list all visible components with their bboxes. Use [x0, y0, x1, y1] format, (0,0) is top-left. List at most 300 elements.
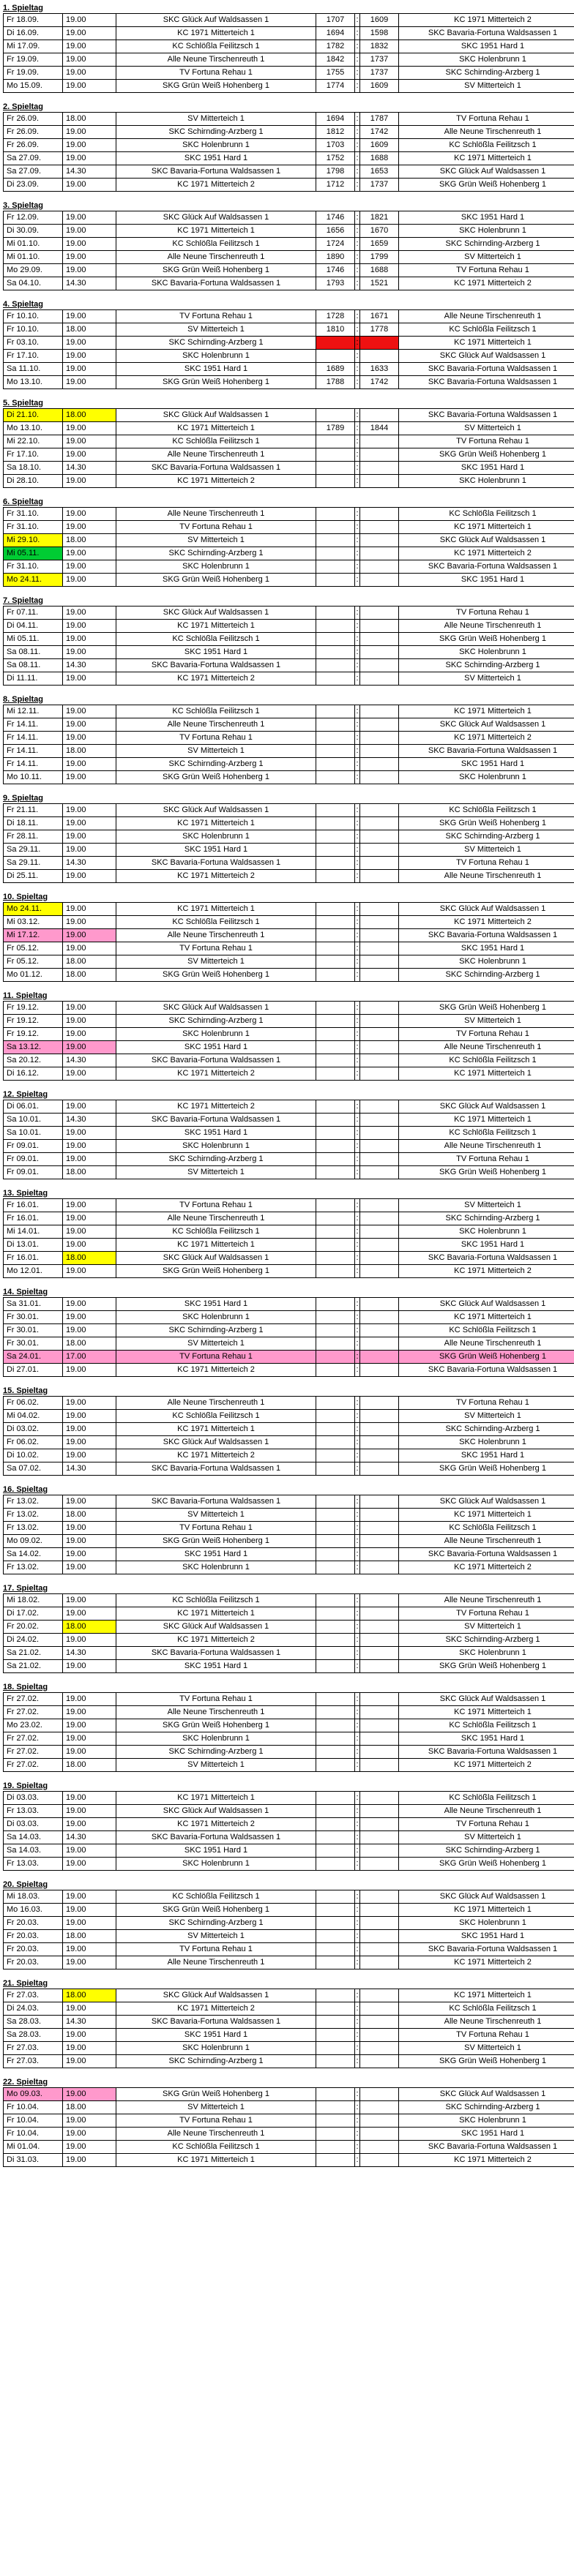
spieltag-table [3, 803, 574, 883]
score-separator: : [355, 1890, 360, 1904]
spieltag-block [3, 596, 571, 686]
match-time: 19.00 [63, 2154, 116, 2167]
table-row [4, 277, 574, 290]
home-team: SKC Schirnding-Arzberg 1 [116, 337, 316, 350]
match-time: 19.00 [63, 448, 116, 462]
away-team: KC 1971 Mitterteich 1 [399, 1311, 574, 1324]
home-score [316, 969, 355, 982]
away-score [360, 1324, 399, 1337]
home-score [316, 1732, 355, 1746]
away-score: 1737 [360, 67, 399, 80]
match-time: 19.00 [63, 870, 116, 883]
away-score [360, 929, 399, 942]
home-team: SKC Schirnding-Arzberg 1 [116, 1153, 316, 1166]
home-score: 1656 [316, 225, 355, 238]
home-team: SKC 1951 Hard 1 [116, 1298, 316, 1311]
away-score [360, 350, 399, 363]
score-separator: : [355, 969, 360, 982]
match-time: 19.00 [63, 620, 116, 633]
spieltag-title: 18. Spieltag [3, 1683, 48, 1691]
away-score [360, 830, 399, 844]
away-team: KC 1971 Mitterteich 2 [399, 277, 574, 290]
home-score [316, 2154, 355, 2167]
away-team: KC Schlößla Feilitzsch 1 [399, 323, 574, 337]
table-row [4, 672, 574, 686]
match-date: Sa 20.12. [4, 1054, 63, 1067]
match-date: Di 25.11. [4, 870, 63, 883]
spieltag-table [3, 211, 574, 290]
match-date: Fr 10.10. [4, 310, 63, 323]
score-separator: : [355, 2042, 360, 2055]
match-time: 19.00 [63, 1212, 116, 1225]
score-separator: : [355, 1462, 360, 1476]
home-score [316, 672, 355, 686]
match-date: Fr 28.11. [4, 830, 63, 844]
away-score [360, 1930, 399, 1943]
match-time: 19.00 [63, 1805, 116, 1818]
away-team: TV Fortuna Rehau 1 [399, 264, 574, 277]
table-row [4, 475, 574, 488]
spieltag-table [3, 408, 574, 488]
match-time: 19.00 [63, 817, 116, 830]
home-team: SKC Holenbrunn 1 [116, 1561, 316, 1574]
home-score [316, 462, 355, 475]
spieltag-title: 6. Spieltag [3, 497, 44, 506]
home-score [316, 1199, 355, 1212]
home-team: KC 1971 Mitterteich 2 [116, 1818, 316, 1831]
match-time: 19.00 [63, 1594, 116, 1607]
match-time: 19.00 [63, 350, 116, 363]
spieltag-table [3, 1791, 574, 1871]
home-team: KC Schlößla Feilitzsch 1 [116, 633, 316, 646]
table-row [4, 745, 574, 758]
away-team: SKC Bavaria-Fortuna Waldsassen 1 [399, 27, 574, 40]
score-separator: : [355, 916, 360, 929]
away-team: KC 1971 Mitterteich 2 [399, 1265, 574, 1278]
home-score: 1842 [316, 53, 355, 67]
score-separator: : [355, 2101, 360, 2114]
home-score [316, 929, 355, 942]
score-separator: : [355, 376, 360, 389]
home-team: SV Mitterteich 1 [116, 534, 316, 547]
match-date: Fr 26.09. [4, 126, 63, 139]
score-separator: : [355, 955, 360, 969]
match-date: Fr 18.09. [4, 14, 63, 27]
away-score [360, 969, 399, 982]
score-separator: : [355, 1054, 360, 1067]
score-separator: : [355, 53, 360, 67]
table-row [4, 1364, 574, 1377]
home-score: 1752 [316, 152, 355, 165]
table-row [4, 718, 574, 732]
home-team: KC Schlößla Feilitzsch 1 [116, 916, 316, 929]
away-score [360, 1041, 399, 1054]
table-row [4, 574, 574, 587]
match-date: Sa 21.02. [4, 1660, 63, 1673]
away-team: SKC 1951 Hard 1 [399, 211, 574, 225]
away-team: KC 1971 Mitterteich 2 [399, 1759, 574, 1772]
match-date: Di 23.09. [4, 179, 63, 192]
table-row [4, 1423, 574, 1436]
match-date: Di 03.03. [4, 1818, 63, 1831]
away-score [360, 955, 399, 969]
match-time: 19.00 [63, 2055, 116, 2068]
match-time: 19.00 [63, 310, 116, 323]
table-row [4, 211, 574, 225]
away-score [360, 1311, 399, 1324]
home-score [316, 718, 355, 732]
away-team: SKC Schirnding-Arzberg 1 [399, 1634, 574, 1647]
match-date: Mi 22.10. [4, 435, 63, 448]
table-row [4, 1015, 574, 1028]
match-time: 18.00 [63, 1252, 116, 1265]
away-score [360, 1462, 399, 1476]
away-team: Alle Neune Tirschenreuth 1 [399, 1337, 574, 1351]
match-date: Sa 31.01. [4, 1298, 63, 1311]
score-separator: : [355, 659, 360, 672]
home-score [316, 758, 355, 771]
home-team: Alle Neune Tirschenreuth 1 [116, 1397, 316, 1410]
spieltag-block [3, 1386, 571, 1476]
spieltag-table [3, 1692, 574, 1772]
away-team: SKC Glück Auf Waldsassen 1 [399, 903, 574, 916]
away-team: SKC Holenbrunn 1 [399, 1225, 574, 1239]
match-time: 19.00 [63, 225, 116, 238]
match-time: 19.00 [63, 1015, 116, 1028]
match-date: Fr 16.01. [4, 1212, 63, 1225]
home-team: SKC Glück Auf Waldsassen 1 [116, 409, 316, 422]
table-row [4, 1324, 574, 1337]
table-row [4, 534, 574, 547]
home-score [316, 646, 355, 659]
spieltag-table [3, 13, 574, 93]
match-time: 19.00 [63, 53, 116, 67]
away-team: SKC Glück Auf Waldsassen 1 [399, 1298, 574, 1311]
away-score: 1821 [360, 211, 399, 225]
match-date: Fr 20.03. [4, 1943, 63, 1956]
away-team: SKC 1951 Hard 1 [399, 40, 574, 53]
away-team: Alle Neune Tirschenreuth 1 [399, 2016, 574, 2029]
match-date: Di 16.12. [4, 1067, 63, 1081]
match-time: 19.00 [63, 67, 116, 80]
score-separator: : [355, 521, 360, 534]
home-team: Alle Neune Tirschenreuth 1 [116, 448, 316, 462]
match-time: 18.00 [63, 2101, 116, 2114]
match-time: 19.00 [63, 903, 116, 916]
away-team: KC 1971 Mitterteich 1 [399, 705, 574, 718]
score-separator: : [355, 732, 360, 745]
table-row [4, 1041, 574, 1054]
home-score [316, 1252, 355, 1265]
table-row [4, 1535, 574, 1548]
home-score: 1789 [316, 422, 355, 435]
home-score [316, 1548, 355, 1561]
away-score [360, 1364, 399, 1377]
home-team: SKC Schirnding-Arzberg 1 [116, 1746, 316, 1759]
home-score: 1724 [316, 238, 355, 251]
away-score: 1609 [360, 139, 399, 152]
away-team: SKC Glück Auf Waldsassen 1 [399, 534, 574, 547]
home-team: TV Fortuna Rehau 1 [116, 942, 316, 955]
table-row [4, 1621, 574, 1634]
table-row [4, 969, 574, 982]
away-score [360, 475, 399, 488]
table-row [4, 1732, 574, 1746]
match-date: Fr 16.01. [4, 1252, 63, 1265]
away-score [360, 1989, 399, 2002]
away-team: TV Fortuna Rehau 1 [399, 1028, 574, 1041]
score-separator: : [355, 1225, 360, 1239]
home-team: SKG Grün Weiß Hohenberg 1 [116, 1265, 316, 1278]
home-score: 1774 [316, 80, 355, 93]
away-score [360, 1495, 399, 1509]
match-time: 19.00 [63, 607, 116, 620]
home-team: TV Fortuna Rehau 1 [116, 67, 316, 80]
table-row [4, 1693, 574, 1706]
away-team: KC 1971 Mitterteich 2 [399, 732, 574, 745]
match-date: Fr 31.10. [4, 521, 63, 534]
score-separator: : [355, 1166, 360, 1179]
home-team: SV Mitterteich 1 [116, 1337, 316, 1351]
away-score [360, 1759, 399, 1772]
home-score [316, 745, 355, 758]
match-time: 14.30 [63, 659, 116, 672]
away-team: SKC 1951 Hard 1 [399, 1732, 574, 1746]
match-time: 19.00 [63, 1002, 116, 1015]
away-team: KC 1971 Mitterteich 2 [399, 916, 574, 929]
home-score [316, 1127, 355, 1140]
match-time: 19.00 [63, 916, 116, 929]
match-time: 14.30 [63, 1054, 116, 1067]
match-time: 19.00 [63, 574, 116, 587]
table-row [4, 1002, 574, 1015]
home-team: SKG Grün Weiß Hohenberg 1 [116, 771, 316, 784]
away-score [360, 1166, 399, 1179]
home-team: KC 1971 Mitterteich 2 [116, 179, 316, 192]
home-team: KC Schlößla Feilitzsch 1 [116, 705, 316, 718]
score-separator: : [355, 1561, 360, 1574]
match-date: Di 24.03. [4, 2002, 63, 2016]
home-team: SV Mitterteich 1 [116, 745, 316, 758]
match-date: Mi 29.10. [4, 534, 63, 547]
score-separator: : [355, 1647, 360, 1660]
away-score [360, 916, 399, 929]
match-time: 19.00 [63, 521, 116, 534]
away-score [360, 462, 399, 475]
away-team: SKG Grün Weiß Hohenberg 1 [399, 1002, 574, 1015]
home-team: SKC 1951 Hard 1 [116, 1548, 316, 1561]
score-separator: : [355, 1298, 360, 1311]
home-score: 1746 [316, 264, 355, 277]
away-score [360, 1956, 399, 1969]
score-separator: : [355, 1660, 360, 1673]
match-date: Di 03.03. [4, 1792, 63, 1805]
away-team: SKC Schirnding-Arzberg 1 [399, 1844, 574, 1858]
match-time: 18.00 [63, 409, 116, 422]
away-score [360, 1127, 399, 1140]
home-score [316, 804, 355, 817]
match-time: 19.00 [63, 633, 116, 646]
score-separator: : [355, 1495, 360, 1509]
home-score [316, 705, 355, 718]
spieltag-table [3, 1890, 574, 1969]
match-time: 19.00 [63, 1548, 116, 1561]
away-team: SKC Bavaria-Fortuna Waldsassen 1 [399, 745, 574, 758]
away-score [360, 620, 399, 633]
score-separator: : [355, 817, 360, 830]
match-time: 19.00 [63, 1364, 116, 1377]
away-team: SKC 1951 Hard 1 [399, 1449, 574, 1462]
home-score [316, 475, 355, 488]
match-time: 14.30 [63, 462, 116, 475]
home-score [316, 1397, 355, 1410]
match-date: Fr 09.01. [4, 1153, 63, 1166]
match-time: 19.00 [63, 435, 116, 448]
away-score: 1670 [360, 225, 399, 238]
score-separator: : [355, 1858, 360, 1871]
away-score [360, 633, 399, 646]
home-score [316, 2055, 355, 2068]
score-separator: : [355, 2114, 360, 2128]
table-row [4, 53, 574, 67]
match-time: 19.00 [63, 1956, 116, 1969]
match-date: Fr 13.02. [4, 1495, 63, 1509]
spieltag-block [3, 991, 571, 1081]
home-team: KC 1971 Mitterteich 1 [116, 1607, 316, 1621]
away-score [360, 1397, 399, 1410]
match-time: 19.00 [63, 830, 116, 844]
away-team: Alle Neune Tirschenreuth 1 [399, 620, 574, 633]
away-team: SKG Grün Weiß Hohenberg 1 [399, 817, 574, 830]
spieltag-block [3, 1484, 571, 1574]
table-row [4, 1337, 574, 1351]
score-separator: : [355, 758, 360, 771]
away-team: TV Fortuna Rehau 1 [399, 1397, 574, 1410]
match-time: 18.00 [63, 323, 116, 337]
home-score [316, 1647, 355, 1660]
table-row [4, 1930, 574, 1943]
match-time: 19.00 [63, 844, 116, 857]
home-team: SKC Bavaria-Fortuna Waldsassen 1 [116, 277, 316, 290]
away-score [360, 1607, 399, 1621]
away-score [360, 1423, 399, 1436]
match-date: Fr 06.02. [4, 1436, 63, 1449]
table-row [4, 350, 574, 363]
home-score [316, 521, 355, 534]
match-time: 14.30 [63, 1647, 116, 1660]
home-team: KC Schlößla Feilitzsch 1 [116, 1410, 316, 1423]
away-score [360, 1535, 399, 1548]
away-score [360, 1732, 399, 1746]
match-date: Fr 14.11. [4, 732, 63, 745]
home-score [316, 1509, 355, 1522]
score-separator: : [355, 2016, 360, 2029]
away-team: Alle Neune Tirschenreuth 1 [399, 1041, 574, 1054]
away-score [360, 2114, 399, 2128]
home-score: 1812 [316, 126, 355, 139]
match-time: 19.00 [63, 1127, 116, 1140]
match-time: 19.00 [63, 1239, 116, 1252]
away-team: SKC Bavaria-Fortuna Waldsassen 1 [399, 1746, 574, 1759]
match-date: Fr 27.02. [4, 1693, 63, 1706]
spieltag-table [3, 112, 574, 192]
match-date: Fr 05.12. [4, 942, 63, 955]
home-score: 1694 [316, 27, 355, 40]
score-separator: : [355, 475, 360, 488]
away-team: SKC Holenbrunn 1 [399, 771, 574, 784]
table-row [4, 113, 574, 126]
away-score [360, 1647, 399, 1660]
away-team: TV Fortuna Rehau 1 [399, 1153, 574, 1166]
away-team: SKC Glück Auf Waldsassen 1 [399, 1100, 574, 1114]
match-date: Fr 10.10. [4, 323, 63, 337]
match-date: Mi 17.12. [4, 929, 63, 942]
match-date: Fr 10.04. [4, 2128, 63, 2141]
match-date: Mo 23.02. [4, 1719, 63, 1732]
away-score [360, 1252, 399, 1265]
spieltag-block [3, 1880, 571, 1969]
match-date: Di 06.01. [4, 1100, 63, 1114]
table-row [4, 1239, 574, 1252]
score-separator: : [355, 126, 360, 139]
home-score [316, 1858, 355, 1871]
home-score [316, 574, 355, 587]
match-date: Sa 07.02. [4, 1462, 63, 1476]
home-score [316, 1792, 355, 1805]
away-team: TV Fortuna Rehau 1 [399, 1607, 574, 1621]
away-team: KC 1971 Mitterteich 1 [399, 1989, 574, 2002]
away-score [360, 1298, 399, 1311]
table-row [4, 376, 574, 389]
table-row [4, 337, 574, 350]
table-row [4, 40, 574, 53]
table-row [4, 817, 574, 830]
table-row [4, 1647, 574, 1660]
table-row [4, 1199, 574, 1212]
match-date: Mi 01.10. [4, 251, 63, 264]
away-team: Alle Neune Tirschenreuth 1 [399, 870, 574, 883]
away-team: SKC Bavaria-Fortuna Waldsassen 1 [399, 929, 574, 942]
table-row [4, 942, 574, 955]
home-score [316, 620, 355, 633]
table-row [4, 1225, 574, 1239]
away-score [360, 2016, 399, 2029]
away-team: SKC Holenbrunn 1 [399, 1917, 574, 1930]
match-date: Fr 20.03. [4, 1956, 63, 1969]
score-separator: : [355, 225, 360, 238]
score-separator: : [355, 80, 360, 93]
table-row [4, 1449, 574, 1462]
spieltag-block [3, 3, 571, 93]
away-team: SKC Bavaria-Fortuna Waldsassen 1 [399, 363, 574, 376]
table-row [4, 422, 574, 435]
home-score [316, 942, 355, 955]
spieltag-title: 4. Spieltag [3, 300, 44, 309]
match-date: Fr 14.11. [4, 745, 63, 758]
away-team: KC Schlößla Feilitzsch 1 [399, 1324, 574, 1337]
home-score [316, 1607, 355, 1621]
score-separator: : [355, 323, 360, 337]
table-row [4, 2002, 574, 2016]
home-score [316, 2128, 355, 2141]
table-row [4, 607, 574, 620]
table-row [4, 80, 574, 93]
table-row [4, 705, 574, 718]
spieltag-title: 13. Spieltag [3, 1189, 48, 1198]
match-time: 19.00 [63, 2128, 116, 2141]
table-row [4, 139, 574, 152]
home-score [316, 1423, 355, 1436]
